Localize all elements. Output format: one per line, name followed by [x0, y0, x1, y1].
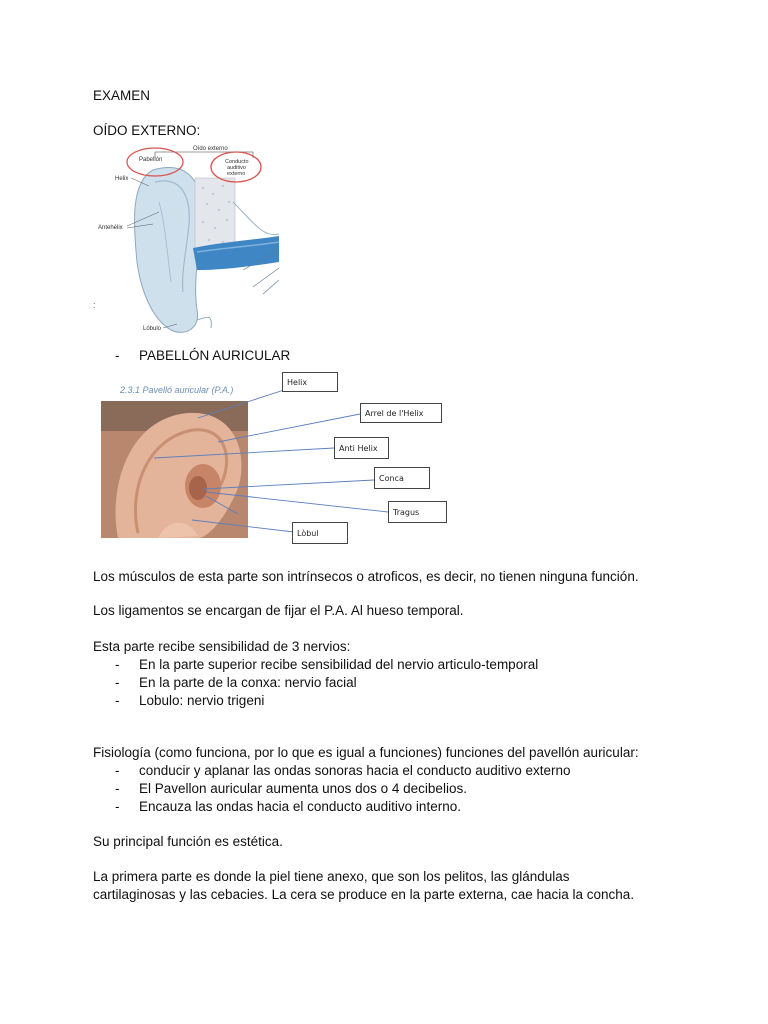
list-item: En la parte superior recibe sensibilidad del nervio articulo-temporal — [139, 657, 539, 672]
paragraph-musculos: Los músculos de esta parte son intrínsecos o atroficos, es decir, no tienen ninguna función. — [93, 569, 639, 584]
bullet-dash: - — [115, 781, 120, 796]
list-item: El Pavellon auricular aumenta unos dos o 4 decibelios. — [139, 781, 467, 796]
label-arrel-helix: Arrel de l'Helix — [360, 403, 442, 423]
bullet-dash: - — [115, 348, 120, 363]
bullet-dash: - — [115, 799, 120, 814]
bullet-dash: - — [115, 693, 120, 708]
list-item: Lobulo: nervio trigeni — [139, 693, 265, 708]
label-conca: Conca — [374, 467, 430, 489]
label-anti-helix: Anti Helix — [334, 437, 389, 459]
paragraph-estetica: Su principal función es estética. — [93, 834, 283, 849]
conducto-label-line3: externo — [227, 171, 246, 177]
pabellon-label: Pabellón — [139, 157, 163, 163]
section-heading: OÍDO EXTERNO: — [93, 123, 201, 138]
paragraph-fisiologia: Fisiología (como funciona, por lo que es igual a funciones) funciones del pavellón auricular: — [93, 745, 639, 760]
document-title: EXAMEN — [93, 88, 151, 103]
diagram-caption: 2.3.1 Pavelló auricular (P.A.) — [120, 385, 234, 395]
conducto-label-line2: auditivo — [227, 165, 246, 171]
list-item: En la parte de la conxa: nervio facial — [139, 675, 357, 690]
paragraph-sensibilidad: Esta parte recibe sensibilidad de 3 nervios: — [93, 639, 351, 654]
bullet-dash: - — [115, 657, 120, 672]
outer-ear-diagram — [93, 142, 279, 340]
list-item: conducir y aplanar las ondas sonoras hacia el conducto auditivo externo — [139, 763, 571, 778]
oido-externo-label: Oído externo — [193, 146, 228, 152]
paragraph-ligamentos: Los ligamentos se encargan de fijar el P.A. Al hueso temporal. — [93, 603, 464, 618]
label-lobul: Lòbul — [292, 522, 348, 544]
label-tragus: Tragus — [388, 501, 447, 523]
lobulo-label: Lóbulo — [143, 326, 162, 332]
conducto-label-line1: Conducto — [225, 159, 249, 165]
antehelix-label: Antehélix — [98, 225, 123, 231]
helix-label: Helix — [115, 176, 129, 182]
colon-mark: : — [93, 300, 96, 310]
pabellon-photo-diagram — [98, 368, 452, 546]
pabellon-heading: PABELLÓN AURICULAR — [139, 348, 291, 363]
bullet-dash: - — [115, 675, 120, 690]
label-helix: Helix — [282, 372, 338, 392]
paragraph-primera-line2: cartilaginosas y las cebacies. La cera se produce en la parte externa, cae hacia la concha. — [93, 887, 635, 902]
paragraph-primera-line1: La primera parte es donde la piel tiene anexo, que son los pelitos, las glándulas — [93, 869, 570, 884]
bullet-dash: - — [115, 763, 120, 778]
list-item: Encauza las ondas hacia el conducto auditivo interno. — [139, 799, 461, 814]
